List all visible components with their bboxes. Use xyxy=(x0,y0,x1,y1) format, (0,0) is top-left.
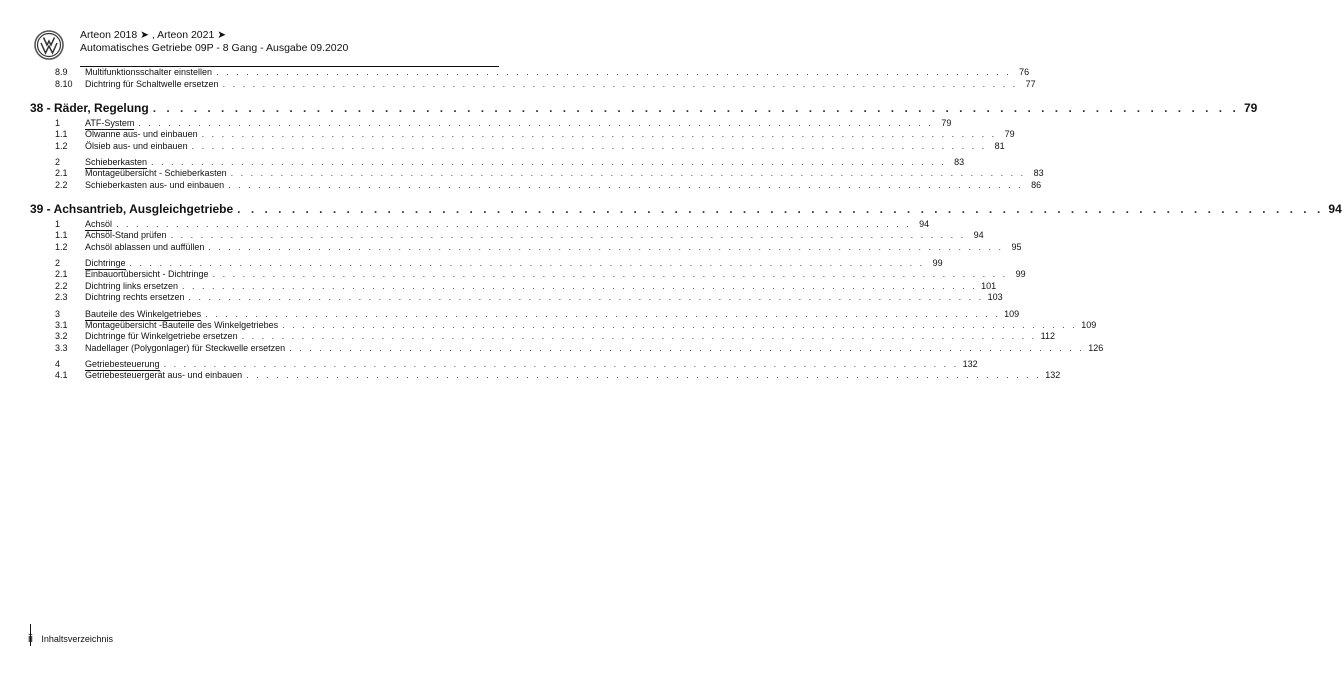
toc-entry-title: Dichtringe für Winkelgetriebe ersetzen xyxy=(85,331,238,341)
dot-leader: . . . . . . . . . . . . . . . . . . . . . . . . . . . . . . . . . . . . . . . . . . . . . . . . . . . . . . . . . . . . . . . . . . . . . . . . . . . . . . . . xyxy=(201,129,997,139)
toc-entry[interactable] xyxy=(55,230,984,242)
dot-leader: . . . . . . . . . . . . . . . . . . . . . . . . . . . . . . . . . . . . . . . . . . . . . . . . . . . . . . . . . . . . . . . . . . . . . . . . . . . . . . . . xyxy=(163,359,959,369)
toc-entry-title: ATF-System xyxy=(85,118,135,128)
toc-entry-number: 8.10 xyxy=(55,78,73,89)
toc-entry-number: 2.1 xyxy=(55,269,68,279)
toc-page-number: 109 xyxy=(1081,319,1097,330)
page-number: ii xyxy=(28,633,33,645)
toc-entry-title: Schieberkasten aus- und einbauen xyxy=(85,179,225,190)
toc-chapter-heading[interactable] xyxy=(30,99,1258,117)
toc-page-number: 132 xyxy=(962,359,978,369)
toc-entry[interactable] xyxy=(55,168,1044,180)
toc-entry[interactable] xyxy=(55,269,1026,281)
toc-entry-number: 2.3 xyxy=(55,292,68,302)
toc-entry[interactable] xyxy=(55,140,1005,153)
toc-page-number: 112 xyxy=(1040,331,1056,341)
header-edition-line: Automatisches Getriebe 09P - 8 Gang - Ausgabe 09.2020 xyxy=(80,42,349,54)
toc-entry-number: 3.1 xyxy=(55,319,68,330)
toc-page-number: 94 xyxy=(973,230,984,240)
toc-page-number: 126 xyxy=(1088,342,1104,353)
toc-entry[interactable] xyxy=(55,319,1097,332)
toc-entry-title: Getriebesteuergerät aus- und einbauen xyxy=(85,370,243,380)
dot-leader: . . . . . . . . . . . . . . . . . . . . . . . . . . . . . . . . . . . . . . . . . . . . . . . . . . . . . . . . . . . . . . . . . . . . . . . . . . . . . . . . xyxy=(237,202,1324,216)
dot-leader: . . . . . . . . . . . . . . . . . . . . . . . . . . . . . . . . . . . . . . . . . . . . . . . . . . . . . . . . . . . . . . . . . . . . . . . . . . . . . . . . xyxy=(222,78,1018,89)
toc-entry-title: Multifunktionsschalter einstellen xyxy=(85,67,213,77)
dot-leader: . . . . . . . . . . . . . . . . . . . . . . . . . . . . . . . . . . . . . . . . . . . . . . . . . . . . . . . . . . . . . . . . . . . . . . . . . . . . . . . . xyxy=(151,157,947,167)
dot-leader: . . . . . . . . . . . . . . . . . . . . . . . . . . . . . . . . . . . . . . . . . . . . . . . . . . . . . . . . . . . . . . . . . . . . . . . . . . . . . . . . xyxy=(241,331,1037,341)
dot-leader: . . . . . . . . . . . . . . . . . . . . . . . . . . . . . . . . . . . . . . . . . . . . . . . . . . . . . . . . . . . . . . . . . . . . . . . . . . . . . . . . xyxy=(216,67,1012,77)
vw-logo-icon xyxy=(34,30,64,60)
dot-leader: . . . . . . . . . . . . . . . . . . . . . . . . . . . . . . . . . . . . . . . . . . . . . . . . . . . . . . . . . . . . . . . . . . . . . . . . . . . . . . . . xyxy=(228,179,1024,190)
toc-page-number: 99 xyxy=(1015,269,1026,279)
dot-leader: . . . . . . . . . . . . . . . . . . . . . . . . . . . . . . . . . . . . . . . . . . . . . . . . . . . . . . . . . . . . . . . . . . . . . . . . . . . . . . . . xyxy=(212,269,1008,279)
dot-leader: . . . . . . . . . . . . . . . . . . . . . . . . . . . . . . . . . . . . . . . . . . . . . . . . . . . . . . . . . . . . . . . . . . . . . . . . . . . . . . . . xyxy=(170,230,966,240)
header-text xyxy=(80,29,348,55)
toc-entry-title: 39 - Achsantrieb, Ausgleichgetriebe xyxy=(30,202,234,216)
toc-entry-number: 2.2 xyxy=(55,179,68,190)
toc-page-number: 94 xyxy=(1328,202,1342,216)
dot-leader: . . . . . . . . . . . . . . . . . . . . . . . . . . . . . . . . . . . . . . . . . . . . . . . . . . . . . . . . . . . . . . . . . . . . . . . . . . . . . . . . xyxy=(182,280,978,291)
toc-entry-title: Dichtring rechts ersetzen xyxy=(85,292,185,302)
toc-section-heading[interactable] xyxy=(55,308,1020,320)
toc-entry[interactable] xyxy=(55,179,1042,192)
toc-section-heading[interactable] xyxy=(55,358,978,370)
toc-page-number: 86 xyxy=(1031,179,1042,190)
dot-leader: . . . . . . . . . . . . . . . . . . . . . . . . . . . . . . . . . . . . . . . . . . . . . . . . . . . . . . . . . . . . . . . . . . . . . . . . . . . . . . . . xyxy=(129,258,925,268)
toc-entry-title: Achsöl ablassen und auffüllen xyxy=(85,241,205,252)
toc-section-heading[interactable] xyxy=(55,218,930,230)
dot-leader: . . . . . . . . . . . . . . . . . . . . . . . . . . . . . . . . . . . . . . . . . . . . . . . . . . . . . . . . . . . . . . . . . . . . . . . . . . . . . . . . xyxy=(116,219,912,229)
toc-entry-number: 2.1 xyxy=(55,168,68,178)
toc-entry[interactable] xyxy=(55,342,1104,355)
footer-section-title: Inhaltsverzeichnis xyxy=(41,634,113,644)
toc-entry[interactable] xyxy=(55,331,1056,343)
toc-entry-number: 1.2 xyxy=(55,140,68,151)
toc-page-number: 83 xyxy=(1033,168,1044,178)
toc-page-number: 79 xyxy=(1004,129,1015,139)
toc-entry[interactable] xyxy=(55,78,1036,91)
toc-page-number: 79 xyxy=(941,118,952,128)
toc-entry-title: Dichtringe xyxy=(85,258,126,268)
toc-page-number: 99 xyxy=(932,258,943,268)
toc-page-number: 81 xyxy=(994,140,1005,151)
toc-entry-number: 1 xyxy=(55,118,61,128)
toc-entry-number: 3.3 xyxy=(55,342,68,353)
toc-entry[interactable] xyxy=(55,292,1003,304)
toc-entry[interactable] xyxy=(55,67,1030,79)
toc-entry-number: 2 xyxy=(55,258,61,268)
toc-entry-number: 1.1 xyxy=(55,230,68,240)
dot-leader: . . . . . . . . . . . . . . . . . . . . . . . . . . . . . . . . . . . . . . . . . . . . . . . . . . . . . . . . . . . . . . . . . . . . . . . . . . . . . . . . xyxy=(230,168,1026,178)
dot-leader: . . . . . . . . . . . . . . . . . . . . . . . . . . . . . . . . . . . . . . . . . . . . . . . . . . . . . . . . . . . . . . . . . . . . . . . . . . . . . . . . xyxy=(152,101,1240,115)
dot-leader: . . . . . . . . . . . . . . . . . . . . . . . . . . . . . . . . . . . . . . . . . . . . . . . . . . . . . . . . . . . . . . . . . . . . . . . . . . . . . . . . xyxy=(138,118,934,128)
toc-page-number: 77 xyxy=(1025,78,1036,89)
dot-leader: . . . . . . . . . . . . . . . . . . . . . . . . . . . . . . . . . . . . . . . . . . . . . . . . . . . . . . . . . . . . . . . . . . . . . . . . . . . . . . . . xyxy=(289,342,1085,353)
toc-section-heading[interactable] xyxy=(55,117,952,129)
toc-entry-title: Schieberkasten xyxy=(85,157,148,167)
toc-entry-title: Montageübersicht -Bauteile des Winkelgetriebes xyxy=(85,319,279,330)
toc-page-number: 79 xyxy=(1243,101,1258,115)
toc-entry-number: 8.9 xyxy=(55,67,68,77)
page-footer xyxy=(28,633,113,645)
table-of-contents xyxy=(30,67,1342,382)
toc-entry-number: 3.2 xyxy=(55,331,68,341)
toc-entry-number: 2.2 xyxy=(55,280,68,291)
dot-leader: . . . . . . . . . . . . . . . . . . . . . . . . . . . . . . . . . . . . . . . . . . . . . . . . . . . . . . . . . . . . . . . . . . . . . . . . . . . . . . . . xyxy=(208,241,1004,252)
dot-leader: . . . . . . . . . . . . . . . . . . . . . . . . . . . . . . . . . . . . . . . . . . . . . . . . . . . . . . . . . . . . . . . . . . . . . . . . . . . . . . . . xyxy=(188,292,984,302)
dot-leader: . . . . . . . . . . . . . . . . . . . . . . . . . . . . . . . . . . . . . . . . . . . . . . . . . . . . . . . . . . . . . . . . . . . . . . . . . . . . . . . . xyxy=(205,308,1001,319)
dot-leader: . . . . . . . . . . . . . . . . . . . . . . . . . . . . . . . . . . . . . . . . . . . . . . . . . . . . . . . . . . . . . . . . . . . . . . . . . . . . . . . . xyxy=(246,370,1042,380)
toc-entry-title: Achsöl-Stand prüfen xyxy=(85,230,167,240)
toc-page-number: 95 xyxy=(1011,241,1022,252)
toc-page-number: 101 xyxy=(981,280,997,291)
toc-page-number: 83 xyxy=(954,157,965,167)
toc-entry-number: 1.1 xyxy=(55,129,68,139)
toc-page-number: 109 xyxy=(1004,308,1020,319)
toc-entry-title: Bauteile des Winkelgetriebes xyxy=(85,308,202,319)
toc-entry-title: Achsöl xyxy=(85,219,113,229)
toc-page-number: 103 xyxy=(987,292,1003,302)
toc-entry-title: Dichtring links ersetzen xyxy=(85,280,179,291)
toc-entry-number: 1 xyxy=(55,219,61,229)
toc-entry-number: 3 xyxy=(55,308,61,319)
toc-section-heading[interactable] xyxy=(55,257,943,269)
toc-section-heading[interactable] xyxy=(55,156,965,168)
toc-entry-number: 2 xyxy=(55,157,61,167)
toc-entry[interactable] xyxy=(55,241,1022,254)
toc-page-number: 94 xyxy=(919,219,930,229)
toc-entry-title: Nadellager (Polygonlager) für Steckwelle ersetzen xyxy=(85,342,286,353)
dot-leader: . . . . . . . . . . . . . . . . . . . . . . . . . . . . . . . . . . . . . . . . . . . . . . . . . . . . . . . . . . . . . . . . . . . . . . . . . . . . . . . . xyxy=(282,319,1078,330)
toc-entry-title: Ölsieb aus- und einbauen xyxy=(85,140,188,151)
toc-entry-title: Einbauortübersicht - Dichtringe xyxy=(85,269,209,279)
toc-entry-title: Getriebesteuerung xyxy=(85,359,160,369)
dot-leader: . . . . . . . . . . . . . . . . . . . . . . . . . . . . . . . . . . . . . . . . . . . . . . . . . . . . . . . . . . . . . . . . . . . . . . . . . . . . . . . . xyxy=(191,140,987,151)
toc-entry-title: Ölwanne aus- und einbauen xyxy=(85,129,198,139)
toc-entry[interactable] xyxy=(55,370,1061,382)
toc-entry-number: 4.1 xyxy=(55,370,68,380)
toc-entry[interactable] xyxy=(55,280,997,293)
header-model-line: Arteon 2018 ➤ , Arteon 2021 ➤ xyxy=(80,29,227,41)
toc-chapter-heading[interactable] xyxy=(30,200,1342,218)
toc-entry-title: Dichtring für Schaltwelle ersetzen xyxy=(85,78,219,89)
toc-entry-title: 38 - Räder, Regelung xyxy=(30,101,149,115)
toc-page-number: 132 xyxy=(1045,370,1061,380)
toc-entry[interactable] xyxy=(55,129,1015,141)
page-header xyxy=(30,26,470,66)
toc-entry-number: 1.2 xyxy=(55,241,68,252)
toc-page-number: 76 xyxy=(1019,67,1030,77)
toc-entry-title: Montageübersicht - Schieberkasten xyxy=(85,168,227,178)
toc-entry-number: 4 xyxy=(55,359,61,369)
